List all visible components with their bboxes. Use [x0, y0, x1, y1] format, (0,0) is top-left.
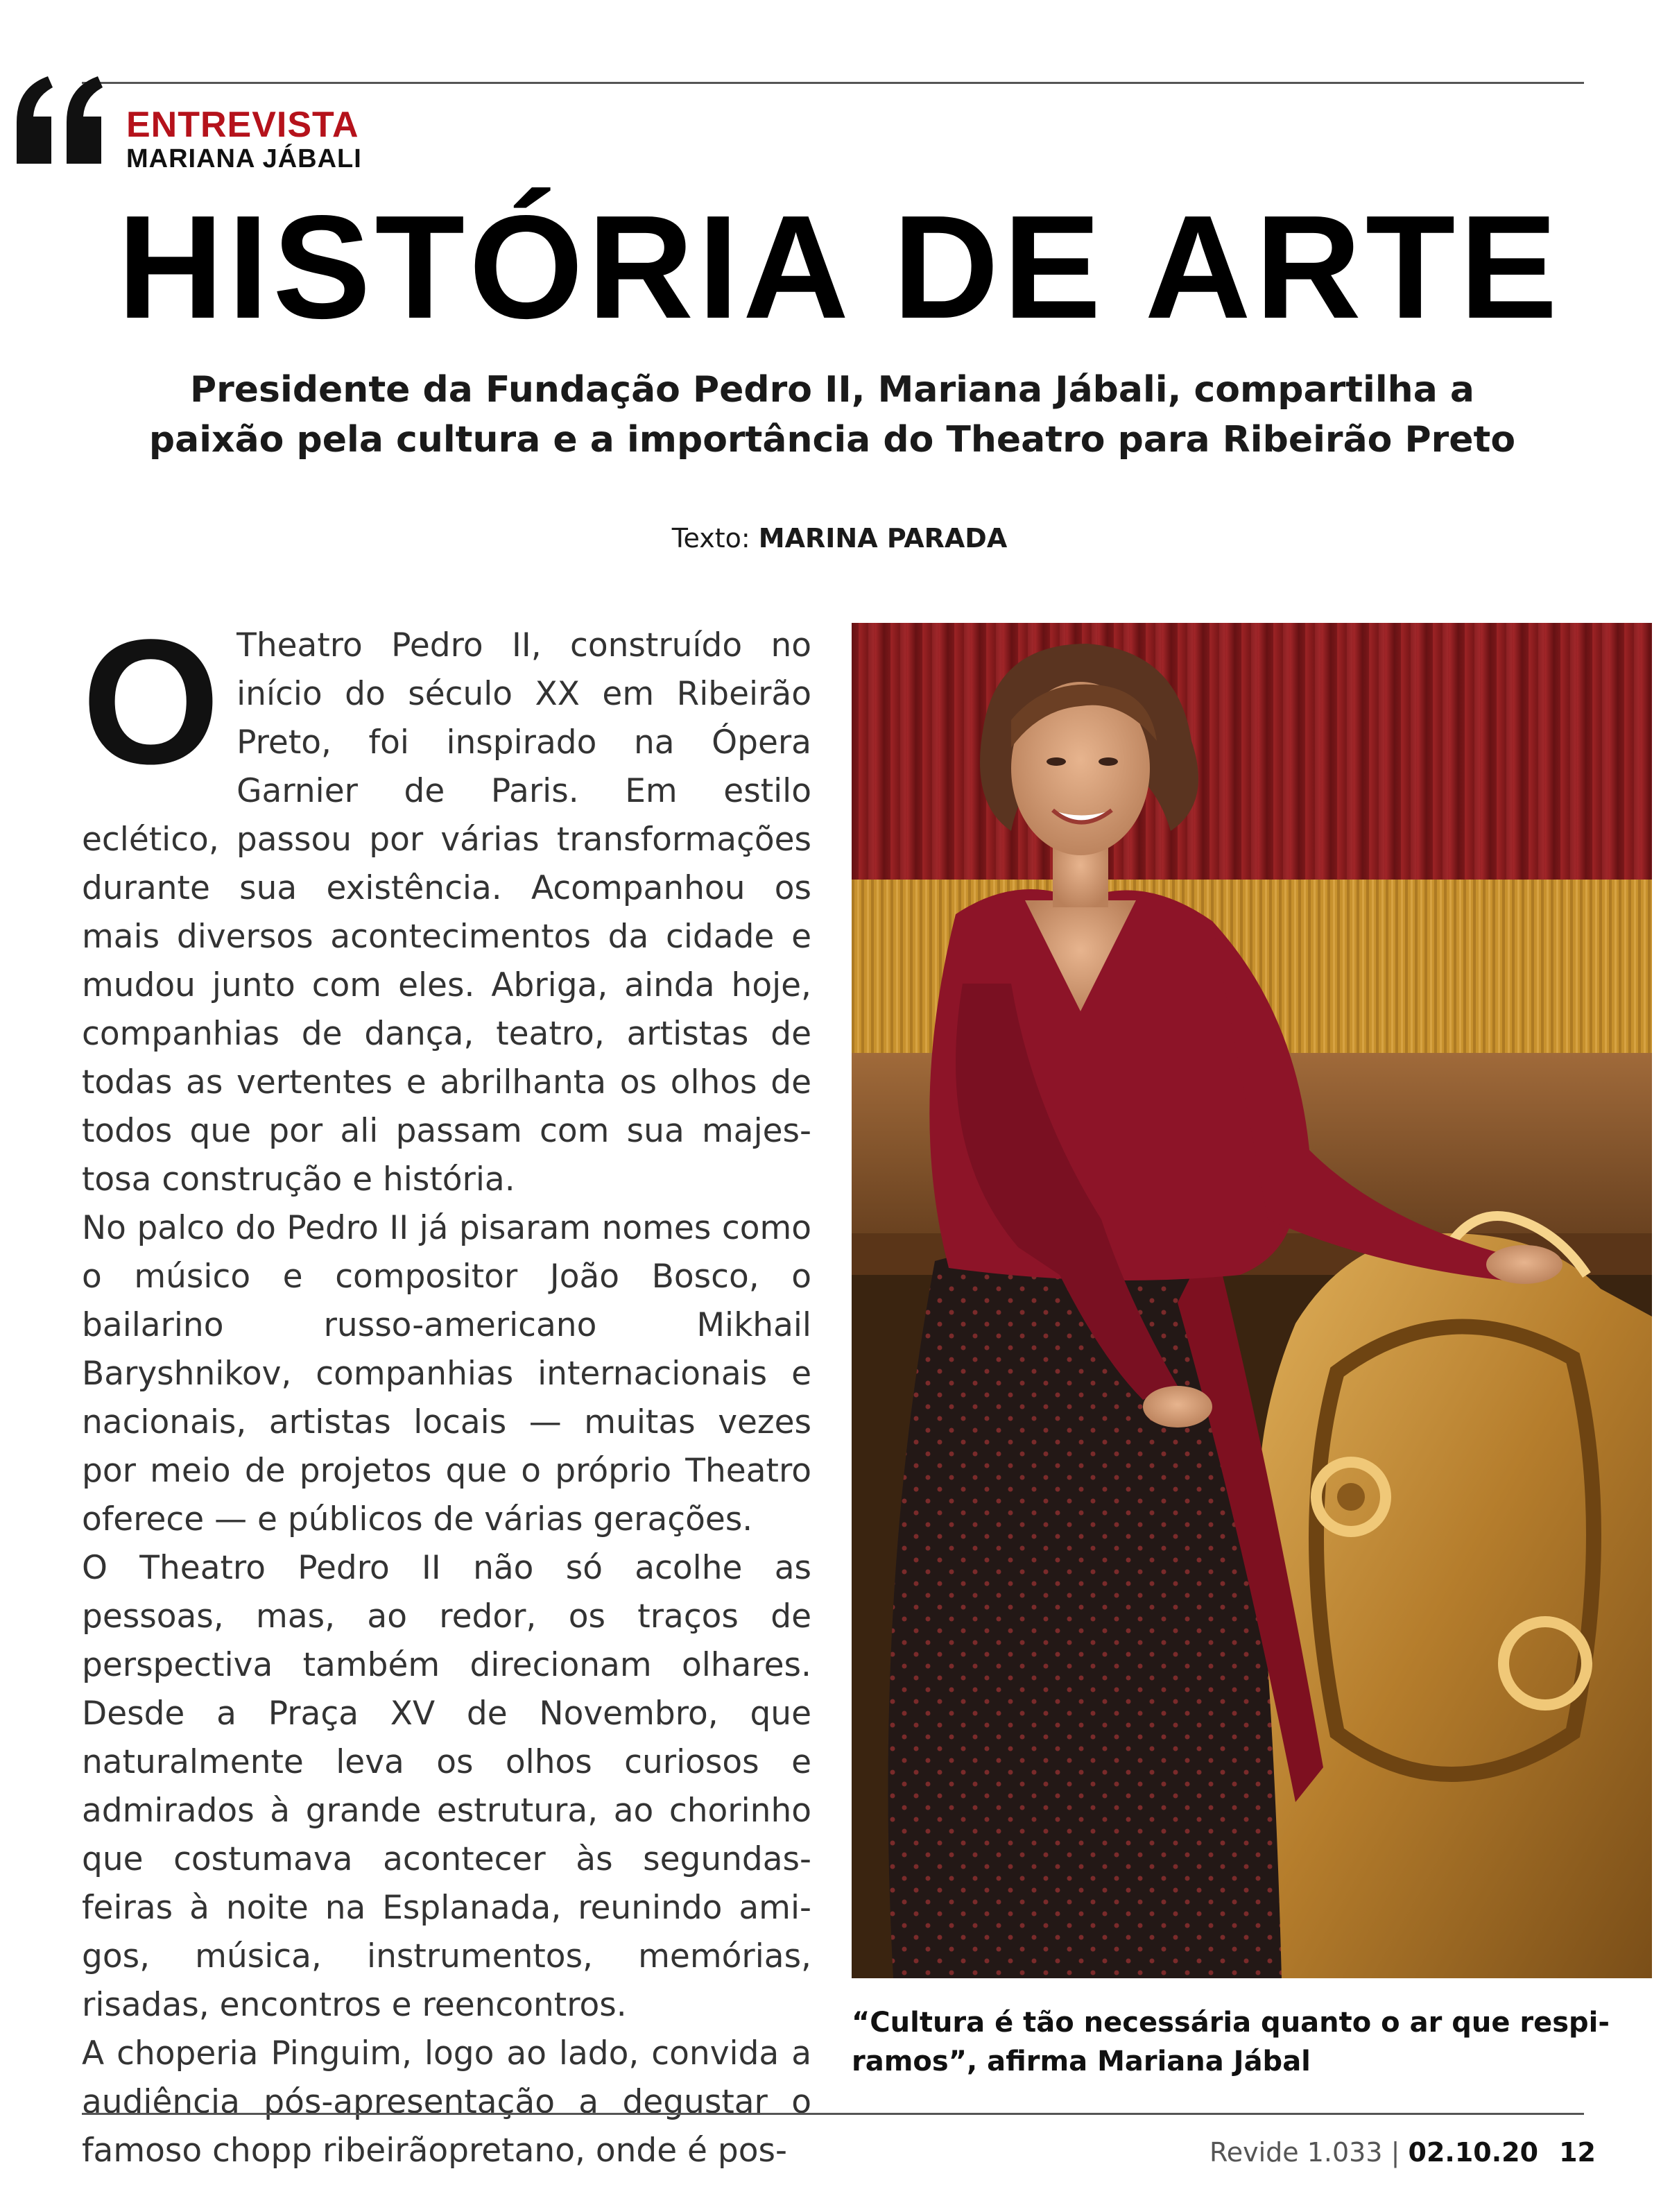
- byline-author: MARINA PARADA: [758, 523, 1008, 554]
- quote-mark-icon: [10, 67, 114, 171]
- portrait-illustration: [852, 623, 1652, 1978]
- caption-line-1: “Cultura é tão necessária quanto o ar que respi-: [852, 2007, 1610, 2039]
- issue-date: 02.10.20: [1408, 2137, 1539, 2168]
- page-number: 12: [1559, 2137, 1596, 2168]
- article-paragraph-3: O Theatro Pedro II não só acolhe as pessoas, mas, ao redor, os traços de perspectiva também direcionam olhares. Desde a Praça XV de Novembro, que naturalmente leva os olhos curiosos e admirados à grande estrutura, ao chorinho que costumava acontecer às segundas-feiras à noite na Esplanada, reunindo amigos, música, instrumentos, memórias, risadas, encontros e reencontros.: [82, 1549, 811, 2024]
- byline-label: Texto:: [671, 523, 750, 554]
- publication-issue: Revide 1.033: [1209, 2137, 1383, 2168]
- top-rule: [82, 82, 1584, 84]
- article-paragraph-1-text: Theatro Pedro II, construído no início do século XX em Ribeirão Preto, foi inspirado na Ópera Garnier de Paris. Em estilo eclético, passou por várias transformações durante sua existência. Acompanhou os mais diversos acontecimentos da cidade e mudou junto com eles. Abriga, ainda hoje, companhias de dança, teatro, artistas de todas as vertentes e abrilhanta os olhos de todos que por ali passam com sua majestosa construção e história.: [82, 626, 811, 1199]
- article-paragraph-1: [82, 603, 811, 1204]
- article-paragraph-2: No palco do Pedro II já pisaram nomes como o músico e compositor João Bosco, o bailarino russo-americano Mikhail Baryshnikov, companhias internacionais e nacionais, artistas locais — muitas vezes por meio de projetos que o próprio Theatro oferece — e públicos de várias gerações.: [82, 1209, 811, 1538]
- caption-line-2: ramos”, afirma Mariana Jábal: [852, 2046, 1311, 2077]
- headline: HISTÓRIA DE ARTE: [117, 185, 1562, 349]
- article-paragraph-4: A choperia Pinguim, logo ao lado, convida a audiência pós-apresentação a degustar o famoso chopp ribeirãopretano, onde é pos-: [82, 2034, 811, 2170]
- deck-line-2: paixão pela cultura e a importância do Theatro para Ribeirão Preto: [148, 419, 1516, 461]
- folio: [1209, 2135, 1596, 2170]
- folio-separator: |: [1390, 2137, 1400, 2168]
- portrait-photo: [852, 623, 1652, 1978]
- article-body: [82, 603, 811, 2175]
- drop-cap: O: [82, 603, 221, 801]
- section-label: ENTREVISTA: [126, 105, 359, 145]
- bottom-rule: [82, 2113, 1584, 2115]
- interview-subject: MARIANA JÁBALI: [126, 144, 362, 173]
- deck: [139, 365, 1526, 465]
- deck-line-1: Presidente da Fundação Pedro II, Mariana Jábali, compartilha a: [190, 369, 1474, 411]
- photo-caption: [852, 2003, 1652, 2081]
- byline: [0, 522, 1679, 555]
